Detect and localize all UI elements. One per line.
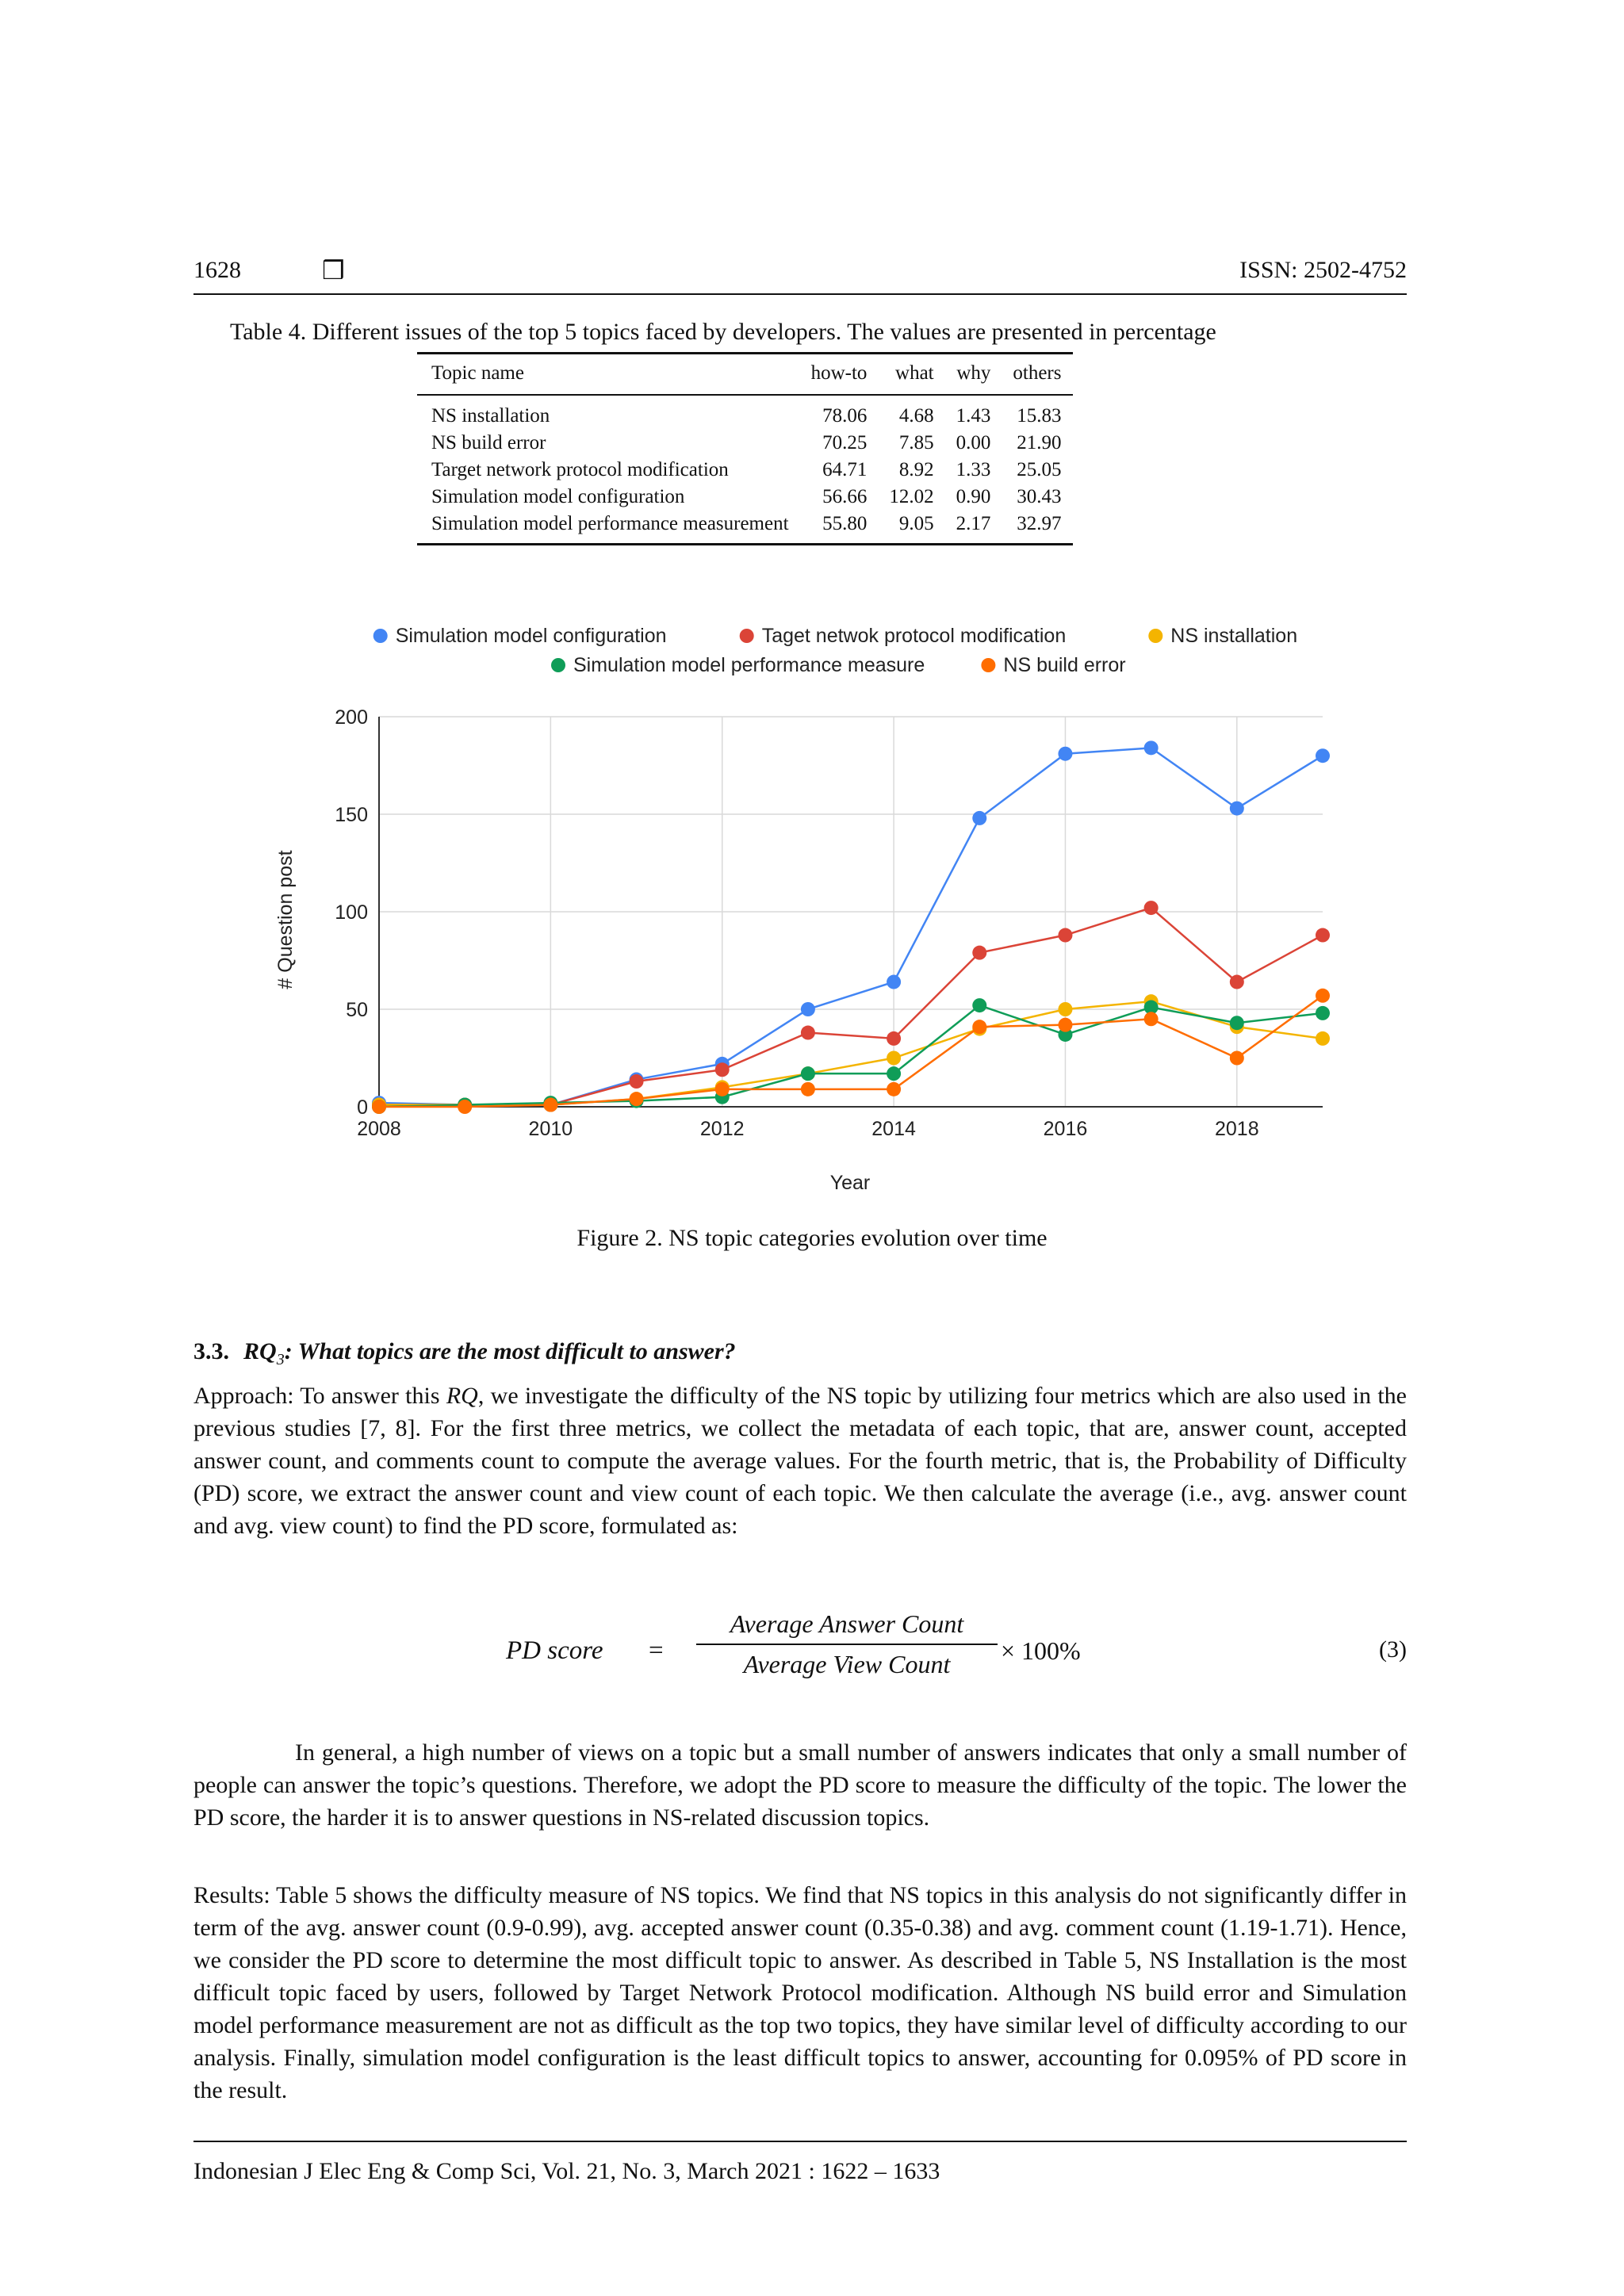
x-tick-label: 2016	[1043, 1118, 1088, 1140]
equation-pd-score	[0, 1609, 1624, 1697]
table-cell: 1.43	[956, 405, 991, 427]
table-cell: 70.25	[822, 432, 868, 453]
data-point	[543, 1098, 557, 1112]
table-cell: 12.02	[889, 486, 934, 507]
approach-prefix: Approach: To answer this	[193, 1383, 446, 1409]
section-number: 3.3.	[193, 1338, 229, 1364]
table-cell: 21.90	[1017, 432, 1062, 453]
legend-marker	[373, 629, 388, 643]
data-point	[1144, 740, 1159, 755]
x-axis-label: Year	[829, 1172, 871, 1194]
data-point	[458, 1100, 472, 1114]
footer-rule	[193, 2141, 1407, 2142]
data-point	[1316, 1031, 1330, 1046]
table-cell: 4.68	[898, 405, 934, 427]
figure-caption: Figure 2. NS topic categories evolution over time	[576, 1225, 1048, 1251]
issues-table	[417, 352, 1073, 545]
data-point	[715, 1082, 730, 1096]
column-header: others	[1002, 354, 1072, 396]
section-heading	[193, 1338, 736, 1369]
column-header: how-to	[800, 354, 879, 396]
page-footer: Indonesian J Elec Eng & Comp Sci, Vol. 21, No. 3, March 2021 : 1622 – 1633	[193, 2158, 940, 2184]
data-point	[1230, 1051, 1244, 1066]
data-point	[1316, 748, 1330, 763]
equation-multiplier: × 100%	[1001, 1636, 1081, 1665]
table-cell: Simulation model performance measurement	[417, 511, 800, 545]
data-point	[972, 946, 986, 960]
data-point	[972, 811, 986, 825]
results-paragraph: Results: Table 5 shows the difficulty measure of NS topics. We find that NS topics in this analysis do not significantly differ in term of the avg. answer count (0.9-0.99), avg. accepted answer count (0.35-0.38) and avg. comment count (1.19-1.71). Hence, we consider the PD score to determine the most difficult topic to answer. As described in Table 5, NS Installation is the most difficult topic faced by users, followed by Target Network Protocol modification. Although NS build error and Simulation model performance measurement are not as difficult as the top two topics, they have similar level of difficulty according to our analysis. Finally, simulation model configuration is the least difficult topics to answer, accounting for 0.095% of PD score in the result.	[193, 1882, 1407, 2103]
issn: ISSN: 2502-4752	[1239, 257, 1407, 283]
chart-legend	[373, 625, 1297, 676]
table-cell: 7.85	[898, 432, 934, 453]
legend-marker	[551, 658, 565, 672]
data-point	[887, 1066, 901, 1081]
section-rq-sub: 3	[276, 1351, 285, 1368]
legend-label: Simulation model configuration	[395, 625, 667, 647]
equation-denominator: Average View Count	[743, 1650, 951, 1678]
table-cell: 1.33	[956, 459, 991, 480]
table-cell: 9.05	[878, 511, 944, 545]
legend-marker	[1148, 629, 1162, 643]
data-point	[1144, 901, 1159, 915]
table-cell: 64.71	[822, 459, 868, 480]
data-point	[715, 1062, 730, 1077]
column-header: why	[945, 354, 1002, 396]
table-cell: 15.83	[1017, 405, 1062, 427]
column-header: what	[878, 354, 944, 396]
table-cell: 2.17	[945, 511, 1002, 545]
approach-paragraph	[193, 1380, 1407, 1542]
table-cell: 55.80	[800, 511, 879, 545]
equation-fraction	[696, 1609, 998, 1679]
x-tick-label: 2012	[699, 1118, 745, 1140]
y-tick-label: 50	[346, 999, 368, 1021]
approach-rq: RQ	[446, 1383, 478, 1409]
table-cell: NS installation	[431, 405, 550, 427]
data-point	[1058, 928, 1072, 943]
y-tick-label: 200	[335, 706, 368, 729]
data-point	[1144, 1012, 1159, 1026]
data-point	[1316, 928, 1330, 943]
legend-label: Simulation model performance measure	[573, 654, 925, 676]
table-caption: Table 4. Different issues of the top 5 topics faced by developers. The values are presented in percentage	[230, 319, 1216, 345]
table-cell: Target network protocol modification	[431, 459, 729, 480]
data-point	[801, 1082, 815, 1096]
data-point	[1058, 1002, 1072, 1016]
section-title-text: : What topics are the most difficult to answer?	[284, 1338, 736, 1364]
table-cell: 30.43	[1017, 486, 1062, 507]
data-point	[972, 998, 986, 1012]
y-tick-label: 0	[357, 1096, 368, 1119]
equation-lhs: PD score	[506, 1636, 603, 1665]
table-row	[417, 484, 1073, 511]
chart-grid	[379, 717, 1323, 1107]
table-row	[417, 395, 1073, 430]
data-point	[1316, 989, 1330, 1003]
x-tick-label: 2008	[357, 1118, 401, 1140]
data-point	[1230, 1016, 1244, 1030]
data-point	[887, 975, 901, 989]
x-tick-label: 2010	[528, 1118, 573, 1140]
legend-label: NS build error	[1003, 654, 1126, 676]
chart-axes	[335, 706, 1323, 1140]
data-point	[630, 1092, 644, 1106]
legend-label: Taget netwok protocol modification	[761, 625, 1067, 647]
x-tick-label: 2018	[1215, 1118, 1259, 1140]
legend-marker	[981, 658, 995, 672]
data-point	[801, 1002, 815, 1016]
table-cell: NS build error	[431, 432, 546, 453]
line-chart	[262, 618, 1348, 1197]
series-line-3	[379, 1005, 1323, 1107]
table-cell: 56.66	[822, 486, 868, 507]
x-tick-label: 2014	[871, 1118, 916, 1140]
data-point	[1230, 975, 1244, 989]
table-cell: 0.00	[956, 432, 991, 453]
data-point	[887, 1031, 901, 1046]
data-point	[630, 1074, 644, 1089]
legend-label: NS installation	[1170, 625, 1298, 647]
data-point	[1058, 1018, 1072, 1032]
data-point	[887, 1051, 901, 1066]
table-row	[417, 457, 1073, 484]
series-line-1	[379, 908, 1323, 1104]
data-point	[801, 1066, 815, 1081]
chart-series	[372, 740, 1330, 1114]
data-point	[801, 1026, 815, 1040]
table-cell: 8.92	[898, 459, 934, 480]
general-paragraph: In general, a high number of views on a topic but a small number of answers indicates that only a small number of people can answer the topic’s questions. Therefore, we adopt the PD score to measure the difficulty of the topic. The lower the PD score, the harder it is to answer questions in NS-related discussion topics.	[193, 1739, 1407, 1831]
page-number: 1628	[193, 257, 241, 283]
table-cell: Simulation model configuration	[431, 486, 685, 507]
data-point	[972, 1020, 986, 1034]
column-header: Topic name	[417, 354, 800, 396]
table-cell: 25.05	[1017, 459, 1062, 480]
equation-equals: =	[649, 1636, 664, 1665]
table-row	[417, 511, 1073, 545]
y-tick-label: 100	[335, 901, 368, 924]
y-tick-label: 150	[335, 804, 368, 826]
table-cell: 78.06	[822, 405, 868, 427]
section-rq: RQ	[243, 1338, 277, 1364]
table-cell: 32.97	[1002, 511, 1072, 545]
data-point	[1058, 747, 1072, 761]
series-line-0	[379, 748, 1323, 1104]
table-row	[417, 430, 1073, 457]
data-point	[1316, 1006, 1330, 1020]
equation-number: (3)	[1379, 1636, 1407, 1663]
data-point	[887, 1082, 901, 1096]
legend-marker	[740, 629, 754, 643]
table-cell: 0.90	[956, 486, 991, 507]
page-header	[193, 254, 1407, 295]
equation-numerator: Average Answer Count	[696, 1609, 998, 1645]
data-point	[1230, 802, 1244, 816]
approach-text: , we investigate the difficulty of the NS topic by utilizing four metrics which are also used in the previous studies [7, 8]. For the first three metrics, we collect the metadata of each topic, that are, answer count, accepted answer count, and comments count to compute the average values. For the fourth metric, that is, the Probability of Difficulty (PD) score, we extract the answer count and view count of each topic. We then calculate the average (i.e., avg. answer count and avg. view count) to find the PD score, formulated as:	[193, 1383, 1407, 1539]
data-point	[372, 1100, 386, 1114]
box-icon: ❒	[322, 256, 345, 285]
y-axis-label: # Question post	[274, 850, 297, 989]
table-header-row	[417, 354, 1073, 396]
